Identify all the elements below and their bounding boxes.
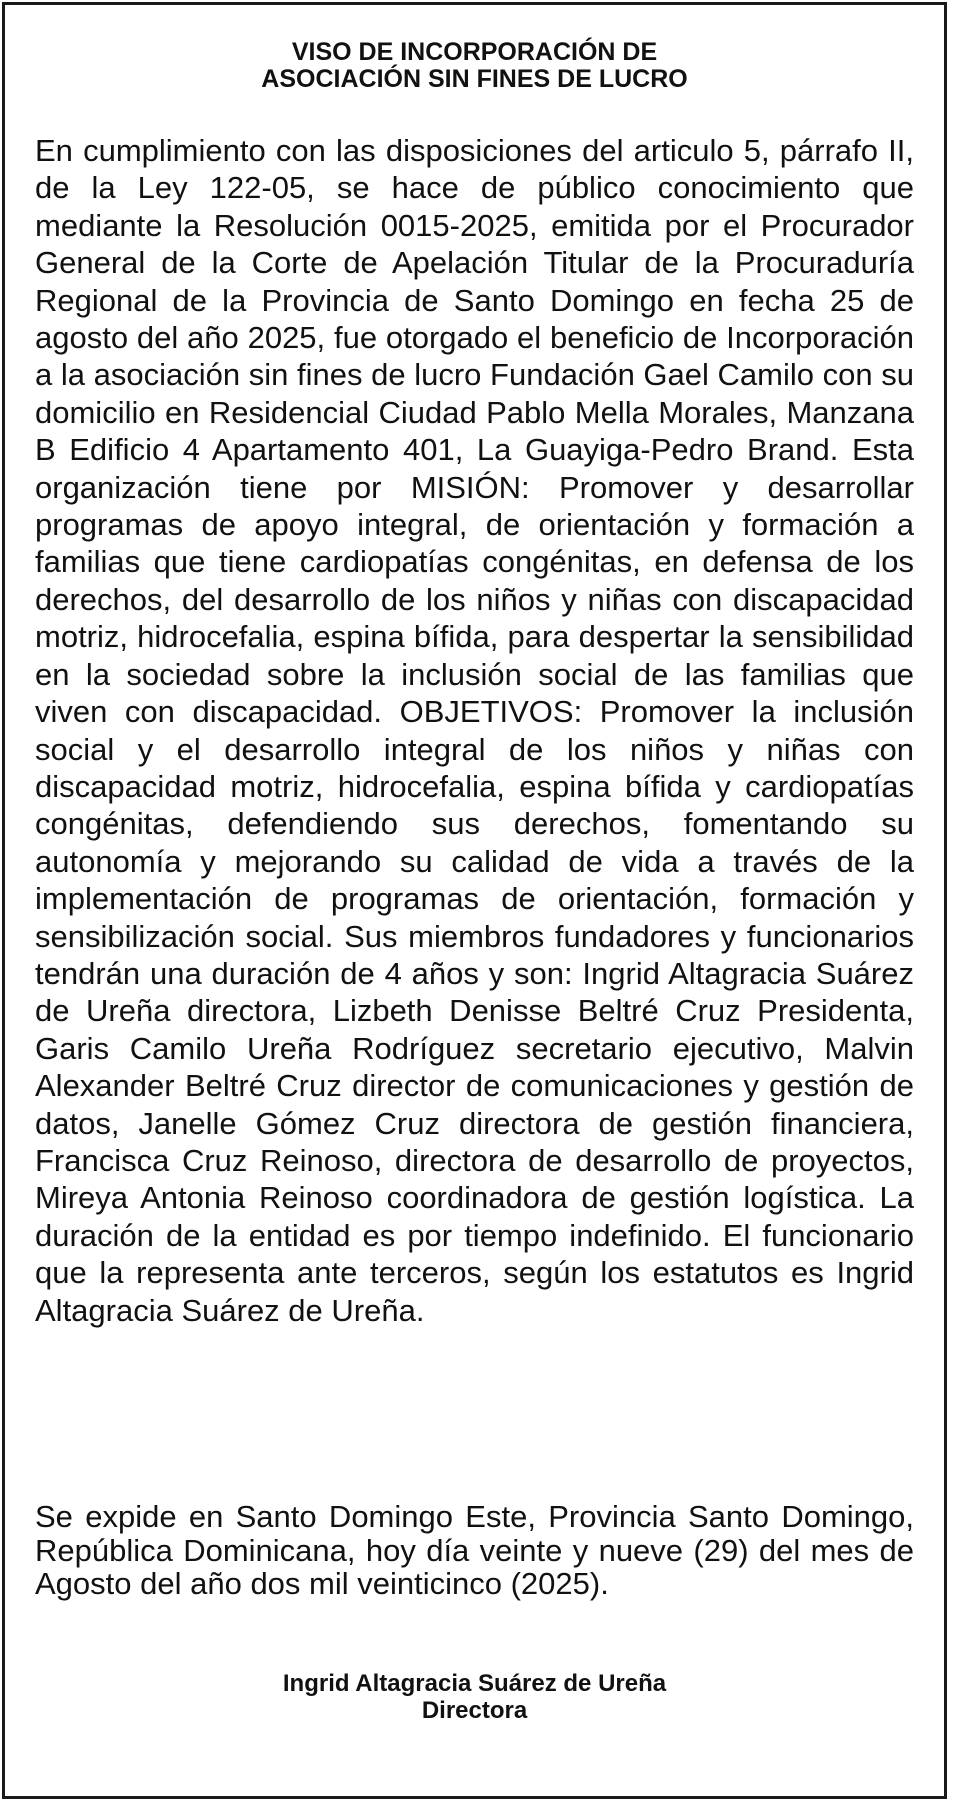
notice-title [5,39,944,93]
legal-notice [2,2,947,1799]
notice-body: En cumplimiento con las disposiciones del articulo 5, párrafo II, de la Ley 122-05, se hace de público conocimiento que mediante la Resolución 0015-2025, emitida por el Procurador General de la Corte de Apelación Titular de la Procuraduría Regional de la Provincia de Santo Domingo en fecha 25 de agosto del año 2025, fue otorgado el beneficio de Incorporación a la asociación sin fines de lucro Fundación Gael Camilo con su domicilio en Residencial Ciudad Pablo Mella Morales, Manzana B Edificio 4 Apartamento 401, La Guayiga-Pedro Brand. Esta organización tiene por MISIÓN: Promover y desarrollar programas de apoyo integral, de orientación y formación a familias que tiene cardiopatías congénitas, en defensa de los derechos, del desarrollo de los niños y niñas con discapacidad motriz, hidrocefalia, espina bífida, para despertar la sensibilidad en la sociedad sobre la inclusión social de las familias que viven con discapacidad. OBJETIVOS: Promover la inclusión social y el desarrollo integral de los niños y niñas con discapacidad motriz, hidrocefalia, espina bífida y cardiopatías congénitas, defendiendo sus derechos, fomentando su autonomía y mejorando su calidad de vida a través de la implementación de programas de orientación, formación y sensibilización social. Sus miembros fundadores y funcionarios tendrán una duración de 4 años y son: Ingrid Altagracia Suárez de Ureña directora, Lizbeth Denisse Beltré Cruz Presidenta, Garis Camilo Ureña Rodríguez secretario ejecutivo, Malvin Alexander Beltré Cruz director de comunicaciones y gestión de datos, Janelle Gómez Cruz directora de gestión financiera, Francisca Cruz Reinoso, directora de desarrollo de proyectos, Mireya Antonia Reinoso coordinadora de gestión logística. La duración de la entidad es por tiempo indefinido. El funcionario que la representa ante terceros, según los estatutos es Ingrid Altagracia Suárez de Ureña. [35,133,914,1328]
notice-title-line-2: ASOCIACIÓN SIN FINES DE LUCRO [261,65,688,93]
signature-name: Ingrid Altagracia Suárez de Ureña [282,1670,667,1697]
signature-role: Directora [421,1697,528,1724]
notice-closing: Se expide en Santo Domingo Este, Provincia Santo Domingo, República Dominicana, hoy día veinte y nueve (29) del mes de Agosto del año dos mil veinticinco (2025). [35,1499,914,1601]
signature-block [5,1670,944,1724]
notice-title-line-1: VISO DE INCORPORACIÓN DE [291,38,658,66]
